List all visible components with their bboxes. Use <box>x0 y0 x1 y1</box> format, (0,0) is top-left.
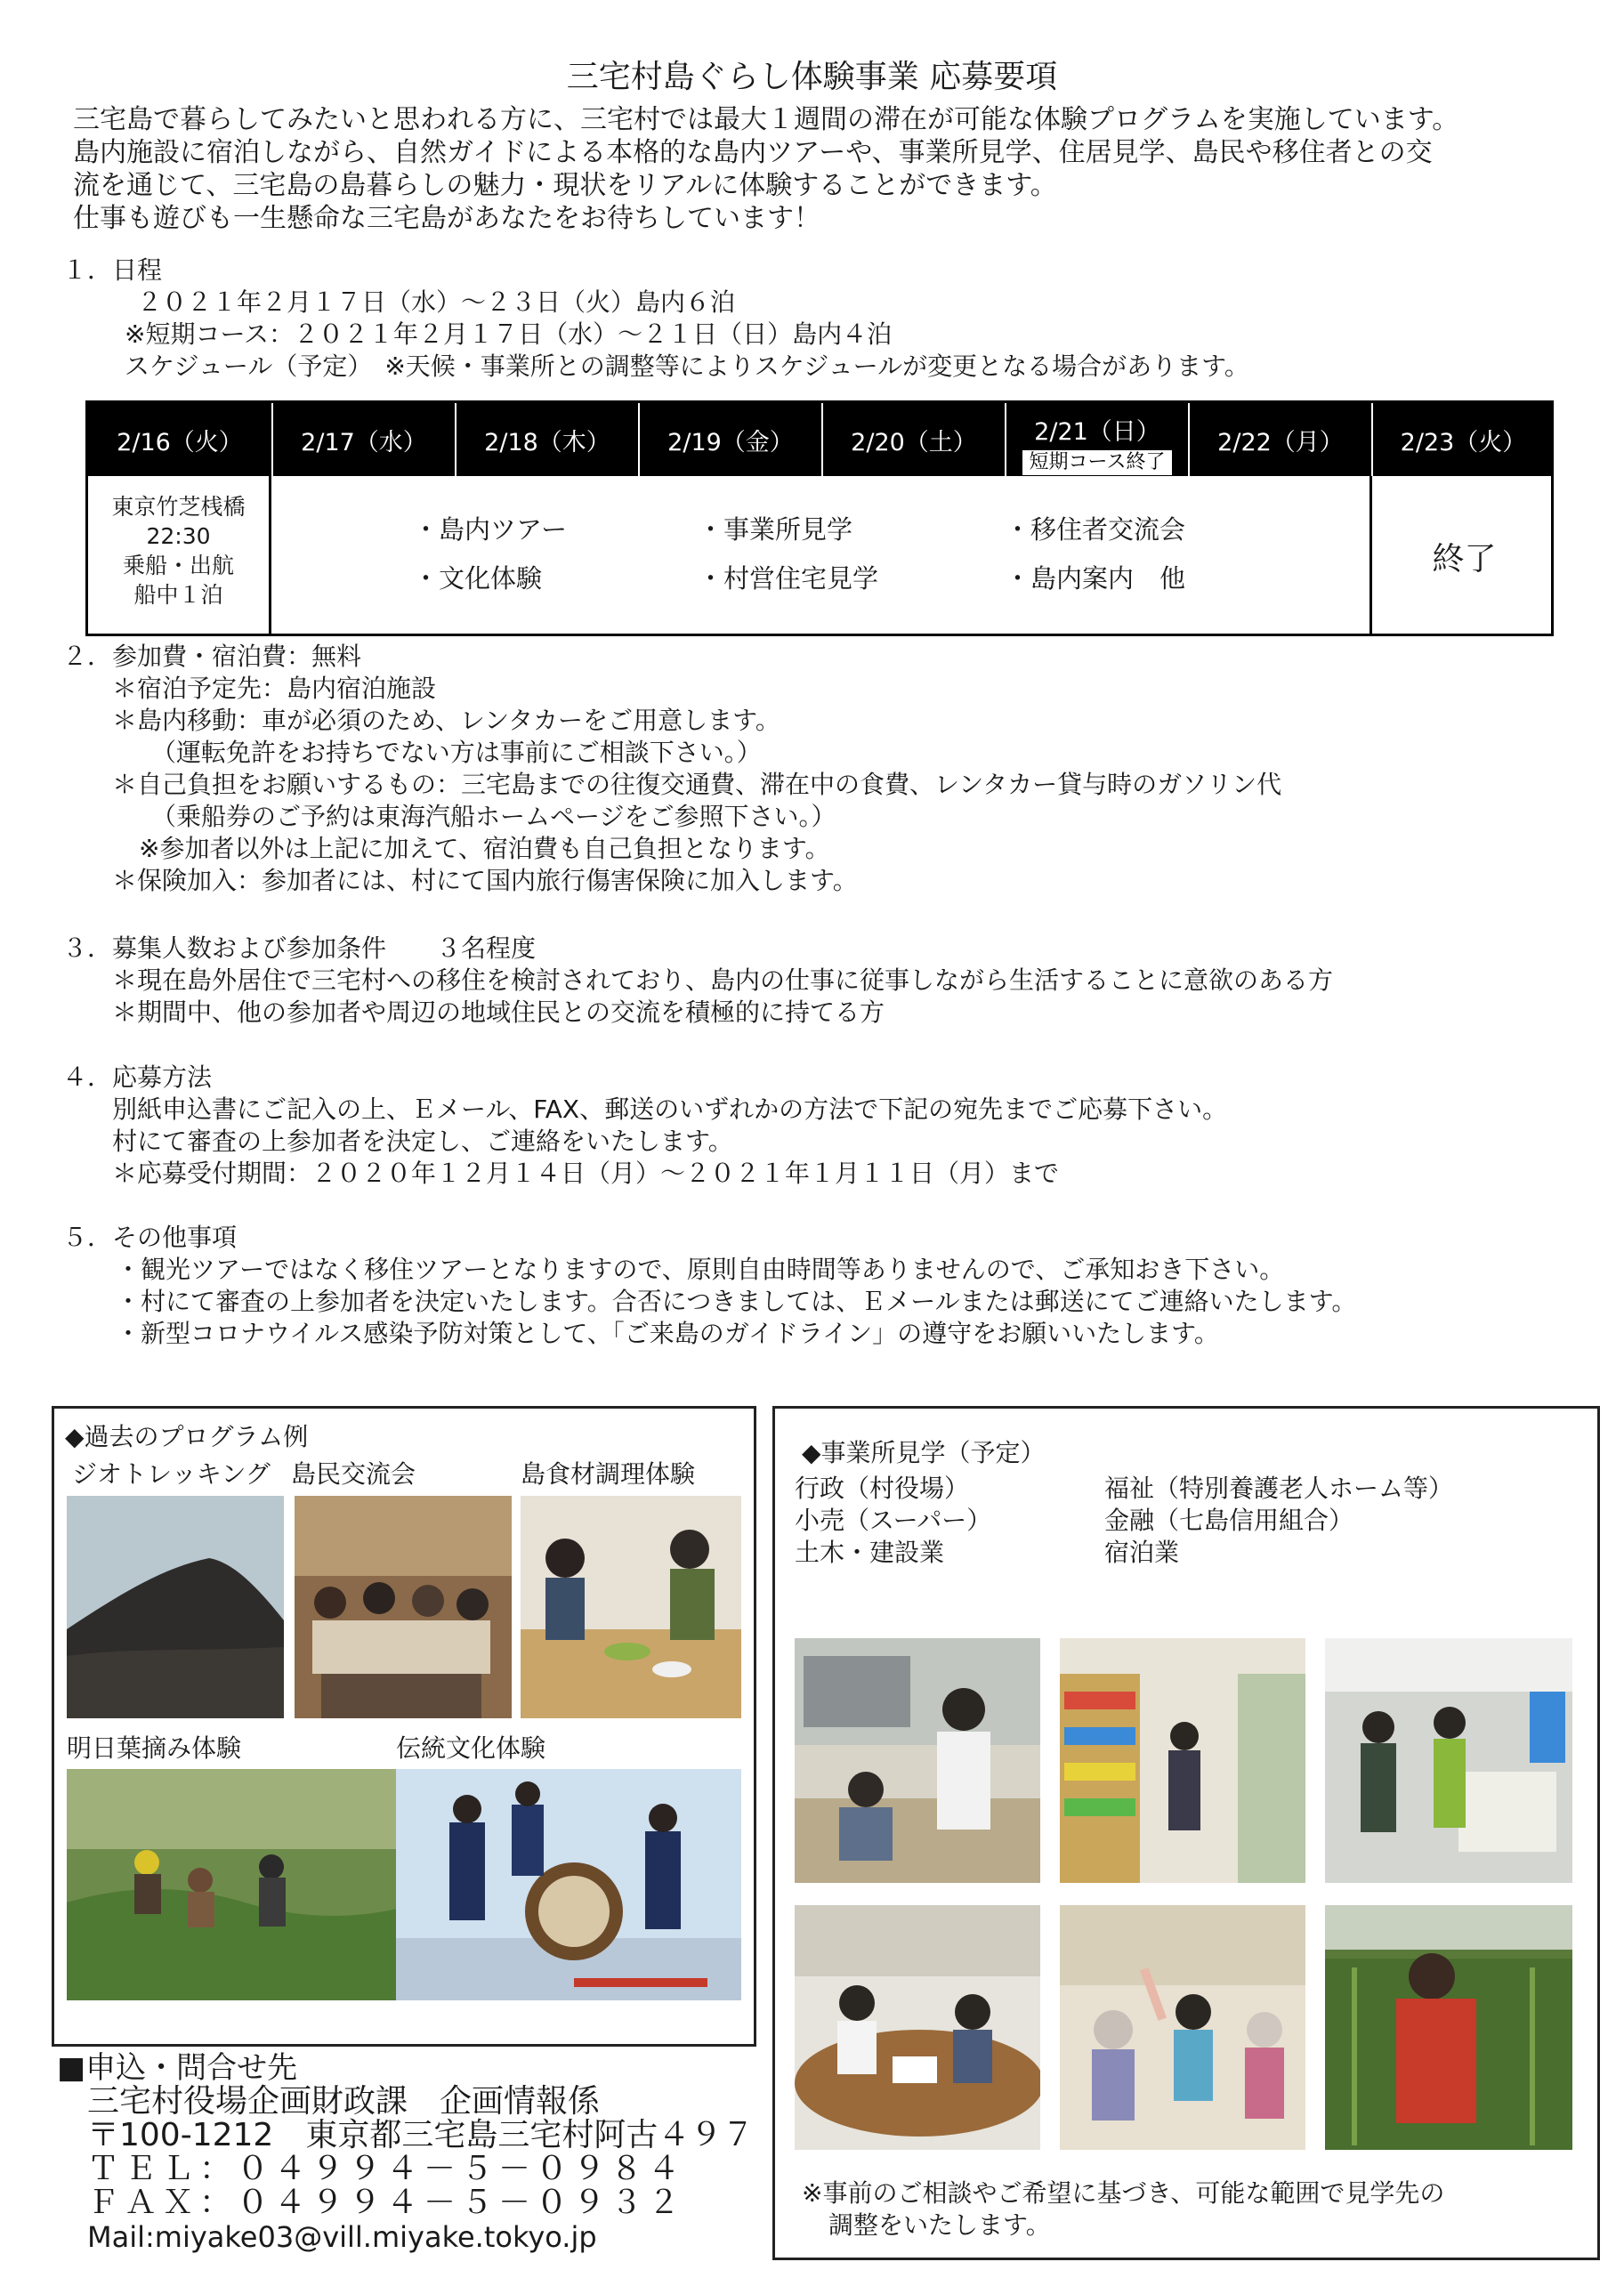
photo-caption: 島民交流会 <box>291 1459 416 1489</box>
office-item: 小売（スーパー） <box>795 1506 992 1535</box>
section-application <box>62 1062 1227 1190</box>
intro-line: 流を通じて、三宅島の島暮らしの魅力・現状をリアルに体験することができます。 <box>73 170 1057 201</box>
section-other <box>62 1222 1356 1350</box>
office-visit-heading: ◆事業所見学（予定） <box>802 1438 1046 1467</box>
condition-line: ＊期間中、他の参加者や周辺の地域住民との交流を積極的に持てる方 <box>112 998 885 1027</box>
fee-line: ＊宿泊予定先：島内宿泊施設 <box>112 674 437 703</box>
schedule-table <box>85 400 1554 636</box>
contact-email[interactable]: Mail:miyake03@vill.miyake.tokyo.jp <box>87 2220 597 2254</box>
other-line: ・村にて審査の上参加者を決定いたします。合否につきましては、Ｅメールまたは郵送にてご連絡いたします。 <box>116 1287 1357 1316</box>
day-header: 2/22（月） <box>1188 403 1371 476</box>
office-item: 土木・建設業 <box>795 1538 945 1567</box>
day-header: 2/23（火） <box>1371 403 1554 476</box>
nursing-home-photo <box>1060 1905 1305 2150</box>
departure-line: 乗船・出航 <box>122 553 234 578</box>
office-item: 福祉（特別養護老人ホーム等） <box>1104 1474 1454 1503</box>
office-item: 宿泊業 <box>1104 1538 1180 1567</box>
past-programs-box <box>52 1406 756 2047</box>
office-item: 金融（七島信用組合） <box>1104 1506 1354 1535</box>
intro-line: 三宅島で暮らしてみたいと思われる方に、三宅村では最大１週間の滞在が可能な体験プログラムを実施しています。 <box>73 104 1459 135</box>
bank-office-photo <box>1325 1638 1572 1883</box>
other-line: ・観光ツアーではなく移住ツアーとなりますので、原則自由時間等ありませんので、ご承知おき下さい。 <box>116 1255 1285 1284</box>
office-visit-box <box>772 1406 1600 2260</box>
past-programs-heading: ◆過去のプログラム例 <box>65 1422 309 1451</box>
end-cell: 終了 <box>1369 476 1556 636</box>
contact-tel: ＴＥＬ：０４９９４－５－０９８４ <box>87 2151 686 2187</box>
day-header: 2/20（土） <box>821 403 1005 476</box>
contact-address: 〒100-1212 東京都三宅島三宅村阿古４９７ <box>87 2117 755 2153</box>
day-header: 2/17（水） <box>271 403 455 476</box>
credit-union-photo <box>795 1905 1040 2150</box>
section-fees <box>62 641 1281 897</box>
fee-line: （乗船券のご予約は東海汽船ホームページをご参照下さい。） <box>151 802 836 831</box>
photo-caption: 明日葉摘み体験 <box>67 1733 242 1763</box>
application-line: 村にて審査の上参加者を決定し、ご連絡をいたします。 <box>112 1127 733 1156</box>
short-course-dates: ※短期コース：２０２１年２月１７日（水）～２１日（日）島内４泊 <box>125 319 893 349</box>
day-header: 2/19（金） <box>638 403 821 476</box>
section-heading: ５．その他事項 <box>62 1223 238 1252</box>
condition-line: ＊現在島外居住で三宅村への移住を検討されており、島内の仕事に従事しながら生活することに意欲のある方 <box>112 965 1334 995</box>
fee-line: ＊島内移動：車が必須のため、レンタカーをご用意します。 <box>112 706 780 735</box>
section-heading: １．日程 <box>62 255 163 285</box>
fee-line: （運転免許をお持ちでない方は事前にご相談下さい。） <box>151 738 762 767</box>
day-header-date: 2/21（日） <box>1034 418 1160 446</box>
contact-block <box>57 2051 754 2254</box>
islander-exchange-photo <box>295 1496 512 1718</box>
short-course-end-tag: 短期コース終了 <box>1022 450 1173 475</box>
departure-line: 22:30 <box>146 523 211 549</box>
office-item: 行政（村役場） <box>795 1474 970 1503</box>
office-note: ※事前のご相談やご希望に基づき、可能な範囲で見学先の <box>802 2178 1445 2208</box>
traditional-culture-photo <box>396 1769 741 2000</box>
intro-line: 島内施設に宿泊しながら、自然ガイドによる本格的な島内ツアーや、事業所見学、住居見学、島民や移住者との交 <box>73 137 1433 168</box>
geo-trekking-photo <box>67 1496 284 1718</box>
schedule-header-row <box>88 403 1551 476</box>
section-recruitment <box>62 933 1333 1029</box>
island-cooking-photo <box>521 1496 741 1718</box>
day-header: 2/18（木） <box>455 403 638 476</box>
intro-line: 仕事も遊びも一生懸命な三宅島があなたをお待ちしています！ <box>73 203 820 234</box>
other-line: ・新型コロナウイルス感染予防対策として、「ご来島のガイドライン」の遵守をお願いいたします。 <box>116 1319 1219 1348</box>
contact-fax: ＦＡＸ：０４９９４－５－０９３２ <box>87 2185 686 2221</box>
photo-caption: 島食材調理体験 <box>521 1459 696 1489</box>
activity-item: ・島内ツアー <box>413 514 568 545</box>
application-line: ＊応募受付期間：２０２０年１２月１４日（月）～２０２１年１月１１日（月）まで <box>112 1159 1060 1188</box>
supermarket-photo <box>1060 1638 1305 1883</box>
contact-dept: 三宅村役場企画財政課 企画情報係 <box>87 2083 601 2120</box>
intro-paragraph <box>73 103 1604 235</box>
activity-item: ・文化体験 <box>413 563 543 594</box>
departure-line: 東京竹芝桟橋 <box>111 494 246 520</box>
section-schedule <box>62 254 1249 383</box>
day-header-short-end <box>1005 403 1188 476</box>
fee-line: ※参加者以外は上記に加えて、宿泊費も自己負担となります。 <box>139 834 830 863</box>
contact-heading: ■申込・問合せ先 <box>57 2050 298 2086</box>
departure-cell <box>88 476 271 636</box>
photo-caption: ジオトレッキング <box>72 1459 271 1489</box>
farming-photo <box>1325 1905 1572 2150</box>
office-note: 調整をいたします。 <box>828 2210 1051 2240</box>
section-heading: ３．募集人数および参加条件 ３名程度 <box>62 933 537 963</box>
section-heading: ４．応募方法 <box>62 1062 213 1092</box>
schedule-dates: ２０２１年２月１７日（水）～２３日（火）島内６泊 <box>137 287 736 317</box>
application-line: 別紙申込書にご記入の上、Ｅメール、FAX、郵送のいずれかの方法で下記の宛先までご応募下さい。 <box>112 1095 1228 1124</box>
photo-caption: 伝統文化体験 <box>396 1733 546 1763</box>
schedule-note: スケジュール（予定） ※天候・事業所との調整等によりスケジュールが変更となる場合があります。 <box>125 351 1249 381</box>
departure-line: 船中１泊 <box>133 582 223 608</box>
activity-item: ・移住者交流会 <box>1005 514 1186 545</box>
ashitaba-picking-photo <box>67 1769 421 2000</box>
fee-line: ＊保険加入：参加者には、村にて国内旅行傷害保険に加入します。 <box>112 866 858 895</box>
activity-item: ・島内案内 他 <box>1005 563 1186 594</box>
section-heading: ２．参加費・宿泊費：無料 <box>62 642 362 671</box>
activity-item: ・事業所見学 <box>698 514 853 545</box>
day-header: 2/16（火） <box>117 428 243 456</box>
village-office-photo <box>795 1638 1040 1883</box>
page-title: 三宅村島ぐらし体験事業 応募要項 <box>566 59 1058 95</box>
fee-line: ＊自己負担をお願いするもの：三宅島までの往復交通費、滞在中の食費、レンタカー貸与時のガソリン代 <box>112 770 1282 799</box>
activity-item: ・村営住宅見学 <box>698 563 879 594</box>
